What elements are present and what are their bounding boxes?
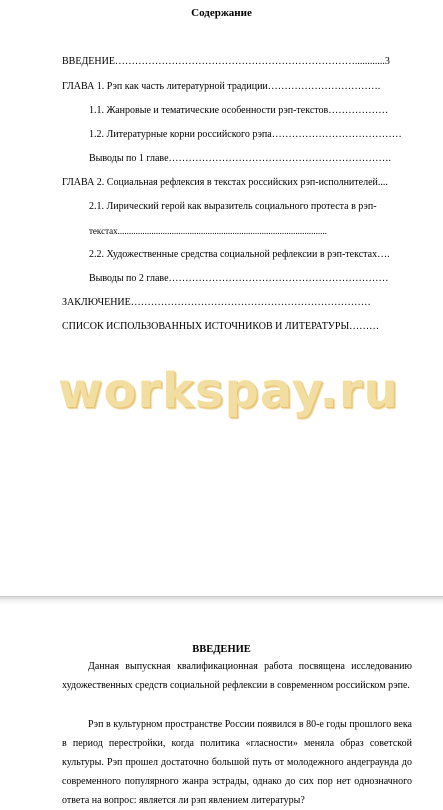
paragraph: Данная выпускная квалификационная работа посвящена исследованию художественных средств социальной рефлексии в современном российском рэпе. xyxy=(62,661,412,691)
toc-entry-conclusions-1: Выводы по 1 главе…………………………………………………………. xyxy=(89,153,392,164)
toc-entry-section-2-1-cont: текстах............................................................................................. xyxy=(89,226,327,236)
watermark: workspay.ru xyxy=(58,363,399,419)
paragraph: Рэп в культурном пространстве России появился в 80-е годы прошлого века в период перестройки, когда политика «гласности» меняла образ советской культуры. Рэп прошел достаточно большой путь от молодежного андеграунда до современного популярного жанра эстрады, однако до сих пор нет однозначного ответа на вопрос: является ли рэп явлением литературы? xyxy=(62,719,412,806)
toc-entry-conclusion: ЗАКЛЮЧЕНИЕ……………………………………………………………… xyxy=(62,297,371,308)
toc-entry-conclusions-2: Выводы по 2 главе………………………………………………………… xyxy=(89,273,389,284)
section-heading: ВВЕДЕНИЕ xyxy=(192,644,251,655)
toc-entry-section-2-1: 2.1. Лирический герой как выразитель социального протеста в рэп- xyxy=(89,201,377,212)
toc-entry-section-1-2: 1.2. Литературные корни российского рэпа………………………………… xyxy=(89,129,402,140)
toc-entry-references: СПИСОК ИСПОЛЬЗОВАННЫХ ИСТОЧНИКОВ И ЛИТЕРАТУРЫ……… xyxy=(62,321,380,332)
toc-entry-chapter-1: ГЛАВА 1. Рэп как часть литературной традиции……………………………. xyxy=(62,81,381,92)
document-page-2 xyxy=(0,604,443,806)
toc-entry-introduction: ВВЕДЕНИЕ………………………………………………………………............3 xyxy=(62,56,390,67)
toc-entry-chapter-2: ГЛАВА 2. Социальная рефлексия в текстах российских рэп-исполнителей.... xyxy=(62,177,388,188)
toc-entry-section-2-2: 2.2. Художественные средства социальной рефлексии в рэп-текстах…. xyxy=(89,249,390,260)
page-title: Содержание xyxy=(191,7,252,19)
toc-entry-section-1-1: 1.1. Жанровые и тематические особенности рэп-текстов……………… xyxy=(89,105,389,116)
